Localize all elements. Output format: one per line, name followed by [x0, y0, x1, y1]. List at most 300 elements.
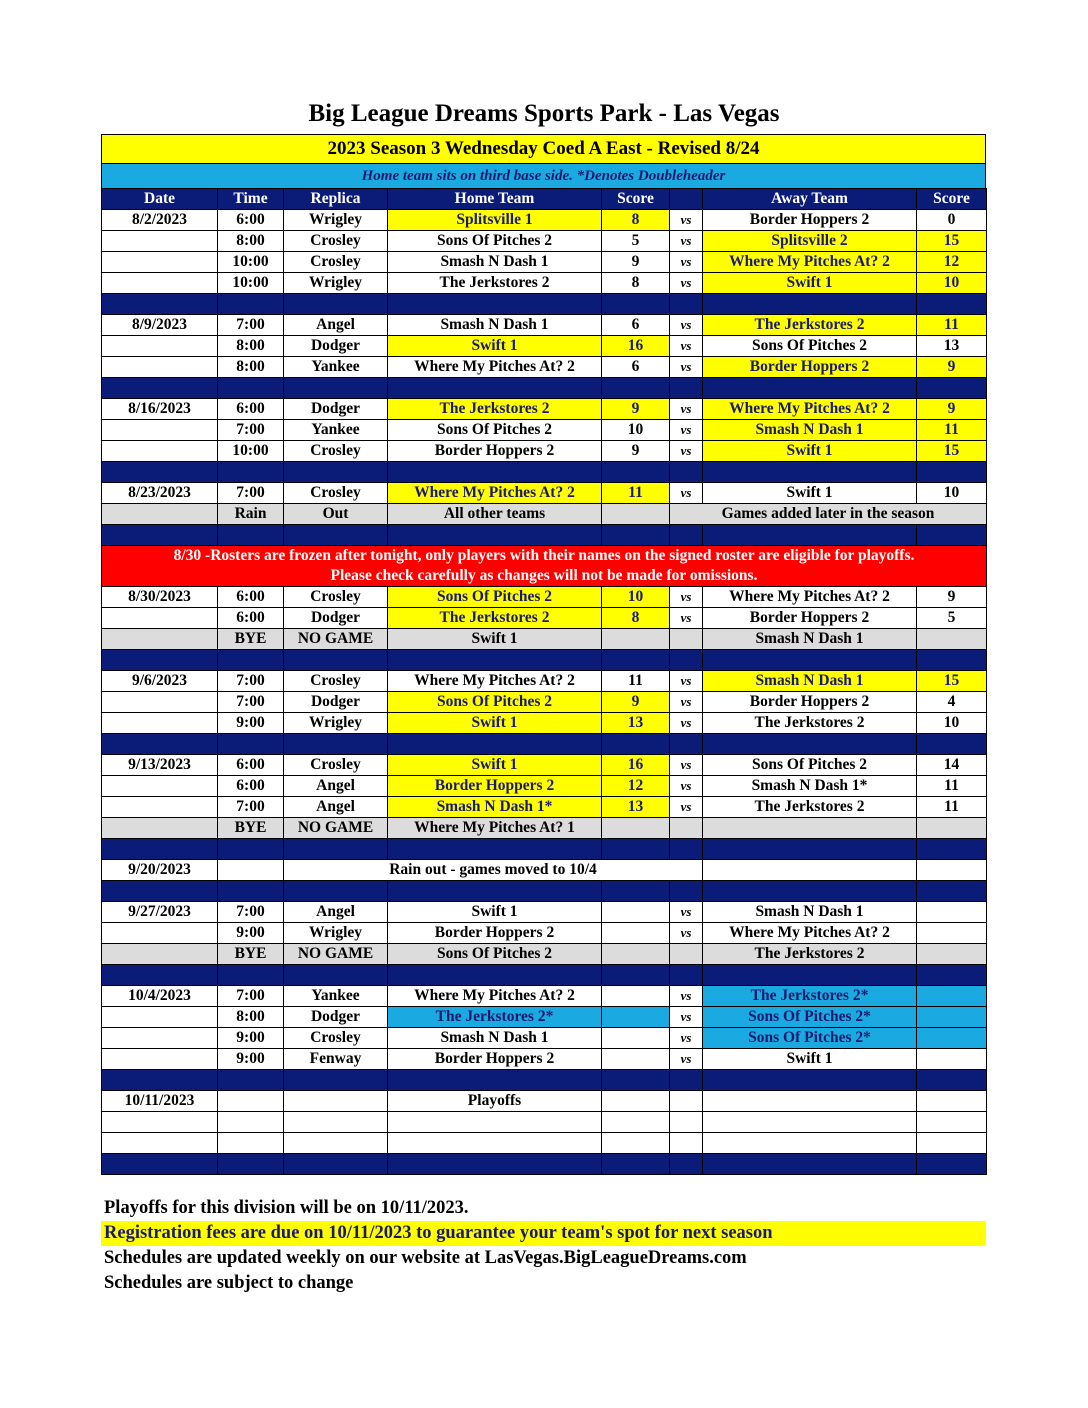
table-row — [102, 1112, 987, 1133]
game-time: 9:00 — [218, 1028, 284, 1049]
separator-cell — [703, 1070, 917, 1091]
week-separator — [102, 734, 987, 755]
away-team: Smash N Dash 1 — [703, 629, 917, 650]
game-time: 7:00 — [218, 797, 284, 818]
game-date — [102, 1049, 218, 1070]
footer-line: Playoffs for this division will be on 10/11/2023. — [104, 1198, 469, 1218]
away-score: 11 — [917, 315, 987, 336]
separator-cell — [670, 1070, 703, 1091]
game-date: 9/20/2023 — [102, 860, 218, 881]
away-team: Smash N Dash 1 — [703, 671, 917, 692]
away-score — [917, 902, 987, 923]
game-time: BYE — [218, 629, 284, 650]
game-time: 8:00 — [218, 357, 284, 378]
separator-cell — [218, 1070, 284, 1091]
home-team: Smash N Dash 1 — [388, 315, 602, 336]
separator-cell — [602, 965, 670, 986]
field-replica: NO GAME — [284, 629, 388, 650]
table-row — [102, 1007, 987, 1028]
game-time: 6:00 — [218, 608, 284, 629]
away-team: Border Hoppers 2 — [703, 357, 917, 378]
game-date — [102, 231, 218, 252]
header-time: Time — [218, 189, 284, 210]
table-row — [102, 923, 987, 944]
separator-cell — [102, 462, 218, 483]
week-separator — [102, 839, 987, 860]
separator-cell — [388, 525, 602, 546]
field-replica: Crosley — [284, 755, 388, 776]
table-row — [102, 713, 987, 734]
vs-label: vs — [670, 336, 703, 357]
separator-cell — [917, 881, 987, 902]
vs-label: vs — [670, 420, 703, 441]
table-row — [102, 1028, 987, 1049]
game-time — [218, 860, 284, 881]
home-team: Swift 1 — [388, 902, 602, 923]
field-replica: NO GAME — [284, 944, 388, 965]
home-score: 6 — [602, 315, 670, 336]
home-score — [602, 902, 670, 923]
separator-cell — [917, 294, 987, 315]
game-time: Rain — [218, 504, 284, 525]
game-date: 8/30/2023 — [102, 587, 218, 608]
separator-cell — [284, 525, 388, 546]
away-score: 12 — [917, 252, 987, 273]
table-row — [102, 902, 987, 923]
home-score: 10 — [602, 420, 670, 441]
separator-cell — [670, 1154, 703, 1175]
away-score — [917, 629, 987, 650]
separator-cell — [670, 378, 703, 399]
separator-cell — [917, 378, 987, 399]
game-time: 7:00 — [218, 483, 284, 504]
home-team: The Jerkstores 2 — [388, 608, 602, 629]
away-team: Border Hoppers 2 — [703, 210, 917, 231]
roster-notice-line: 8/30 -Rosters are frozen after tonight, only players with their names on the signed roster are eligible for playoffs. — [173, 547, 915, 564]
home-team: Where My Pitches At? 2 — [388, 357, 602, 378]
game-time: 6:00 — [218, 210, 284, 231]
week-separator — [102, 525, 987, 546]
separator-cell — [388, 378, 602, 399]
vs-label: vs — [670, 1049, 703, 1070]
schedule-table — [101, 188, 987, 1175]
separator-cell — [284, 1070, 388, 1091]
away-score: 5 — [917, 608, 987, 629]
separator-cell — [602, 650, 670, 671]
separator-cell — [703, 650, 917, 671]
table-row — [102, 1133, 987, 1154]
field-replica: Angel — [284, 315, 388, 336]
week-separator — [102, 650, 987, 671]
game-date — [102, 818, 218, 839]
away-score: 14 — [917, 755, 987, 776]
away-score: 10 — [917, 273, 987, 294]
table-row — [102, 357, 987, 378]
away-score: 9 — [917, 357, 987, 378]
field-replica: Wrigley — [284, 713, 388, 734]
home-team: Sons Of Pitches 2 — [388, 231, 602, 252]
away-team — [703, 1112, 917, 1133]
game-date — [102, 1007, 218, 1028]
away-score: 11 — [917, 797, 987, 818]
separator-cell — [703, 462, 917, 483]
roster-notice — [102, 546, 987, 587]
game-time: 9:00 — [218, 923, 284, 944]
game-date — [102, 441, 218, 462]
home-team — [388, 1112, 602, 1133]
bye-row — [102, 944, 987, 965]
home-team: Smash N Dash 1 — [388, 252, 602, 273]
away-team: Where My Pitches At? 2 — [703, 587, 917, 608]
field-replica: Wrigley — [284, 273, 388, 294]
home-score — [602, 923, 670, 944]
table-row — [102, 692, 987, 713]
away-team: Where My Pitches At? 2 — [703, 923, 917, 944]
away-team: The Jerkstores 2* — [703, 986, 917, 1007]
separator-cell — [218, 734, 284, 755]
separator-cell — [602, 1154, 670, 1175]
away-score — [917, 986, 987, 1007]
home-score: 12 — [602, 776, 670, 797]
table-header-row — [102, 189, 987, 210]
home-team: Swift 1 — [388, 755, 602, 776]
footer-line: Schedules are subject to change — [104, 1273, 354, 1293]
table-row — [102, 210, 987, 231]
home-team: Smash N Dash 1* — [388, 797, 602, 818]
vs-label — [670, 1091, 703, 1112]
separator-cell — [703, 839, 917, 860]
separator-cell — [284, 650, 388, 671]
away-team: Sons Of Pitches 2* — [703, 1028, 917, 1049]
away-score: 15 — [917, 441, 987, 462]
bye-row — [102, 818, 987, 839]
game-date: 9/13/2023 — [102, 755, 218, 776]
separator-cell — [602, 462, 670, 483]
separator-cell — [670, 881, 703, 902]
away-team: The Jerkstores 2 — [703, 713, 917, 734]
roster-notice-text — [102, 546, 987, 587]
table-row — [102, 252, 987, 273]
away-score: 4 — [917, 692, 987, 713]
home-team: Playoffs — [388, 1091, 602, 1112]
header-vs — [670, 189, 703, 210]
separator-cell — [388, 462, 602, 483]
separator-cell — [284, 294, 388, 315]
home-score: 9 — [602, 252, 670, 273]
table-row — [102, 587, 987, 608]
home-score: 13 — [602, 797, 670, 818]
separator-cell — [284, 839, 388, 860]
separator-cell — [102, 881, 218, 902]
away-score: 10 — [917, 713, 987, 734]
field-replica: Wrigley — [284, 210, 388, 231]
footer-line: Registration fees are due on 10/11/2023 to guarantee your team's spot for next season — [101, 1221, 986, 1246]
separator-cell — [284, 1154, 388, 1175]
header-home-score: Score — [602, 189, 670, 210]
separator-cell — [218, 378, 284, 399]
home-team: Swift 1 — [388, 629, 602, 650]
home-score: 8 — [602, 608, 670, 629]
separator-cell — [388, 965, 602, 986]
table-row — [102, 860, 987, 881]
game-date — [102, 1133, 218, 1154]
separator-cell — [102, 965, 218, 986]
vs-label — [670, 629, 703, 650]
home-score: 11 — [602, 671, 670, 692]
game-time: 8:00 — [218, 231, 284, 252]
separator-cell — [284, 734, 388, 755]
home-team: Sons Of Pitches 2 — [388, 944, 602, 965]
separator-cell — [670, 734, 703, 755]
home-team: Sons Of Pitches 2 — [388, 420, 602, 441]
away-score — [917, 818, 987, 839]
week-separator — [102, 294, 987, 315]
game-date — [102, 420, 218, 441]
separator-cell — [602, 294, 670, 315]
separator-cell — [917, 1070, 987, 1091]
separator-cell — [917, 525, 987, 546]
home-team: Where My Pitches At? 2 — [388, 671, 602, 692]
separator-cell — [670, 965, 703, 986]
week-separator — [102, 462, 987, 483]
separator-cell — [218, 1154, 284, 1175]
vs-label: vs — [670, 273, 703, 294]
separator-cell — [917, 839, 987, 860]
game-date: 10/11/2023 — [102, 1091, 218, 1112]
away-score: 9 — [917, 587, 987, 608]
schedule-sheet — [101, 134, 986, 1175]
game-time — [218, 1133, 284, 1154]
game-date: 8/23/2023 — [102, 483, 218, 504]
vs-label: vs — [670, 252, 703, 273]
separator-cell — [670, 525, 703, 546]
game-date — [102, 1028, 218, 1049]
game-date — [102, 608, 218, 629]
table-row — [102, 441, 987, 462]
vs-label: vs — [670, 776, 703, 797]
game-date — [102, 629, 218, 650]
field-replica: Crosley — [284, 483, 388, 504]
vs-label: vs — [670, 1007, 703, 1028]
vs-label: vs — [670, 986, 703, 1007]
field-replica: Yankee — [284, 420, 388, 441]
away-team: Sons Of Pitches 2* — [703, 1007, 917, 1028]
header-replica: Replica — [284, 189, 388, 210]
field-replica: Angel — [284, 776, 388, 797]
separator-cell — [218, 839, 284, 860]
separator-cell — [917, 650, 987, 671]
away-score — [917, 1007, 987, 1028]
separator-cell — [703, 1154, 917, 1175]
separator-cell — [703, 378, 917, 399]
home-score: 13 — [602, 713, 670, 734]
separator-cell — [284, 378, 388, 399]
home-score: 6 — [602, 357, 670, 378]
header-away-score: Score — [917, 189, 987, 210]
away-team: Where My Pitches At? 2 — [703, 399, 917, 420]
game-date: 9/27/2023 — [102, 902, 218, 923]
week-separator — [102, 1154, 987, 1175]
roster-notice-line: Please check carefully as changes will not be made for omissions. — [330, 567, 758, 584]
game-time: 9:00 — [218, 713, 284, 734]
separator-cell — [670, 294, 703, 315]
field-replica: Crosley — [284, 587, 388, 608]
vs-label: vs — [670, 902, 703, 923]
game-date — [102, 336, 218, 357]
separator-cell — [102, 1070, 218, 1091]
field-replica: Crosley — [284, 1028, 388, 1049]
field-replica: Out — [284, 504, 388, 525]
separator-cell — [917, 965, 987, 986]
home-score: 9 — [602, 692, 670, 713]
game-time: 7:00 — [218, 692, 284, 713]
separator-cell — [218, 965, 284, 986]
away-team: The Jerkstores 2 — [703, 315, 917, 336]
away-team: Smash N Dash 1 — [703, 902, 917, 923]
field-replica: Yankee — [284, 357, 388, 378]
away-score: 11 — [917, 776, 987, 797]
away-score: 0 — [917, 210, 987, 231]
field-replica: Dodger — [284, 1007, 388, 1028]
home-score: 9 — [602, 399, 670, 420]
away-team: Sons Of Pitches 2 — [703, 336, 917, 357]
game-time: 6:00 — [218, 399, 284, 420]
separator-cell — [218, 525, 284, 546]
separator-cell — [102, 734, 218, 755]
header-date: Date — [102, 189, 218, 210]
game-date: 8/16/2023 — [102, 399, 218, 420]
game-time: 7:00 — [218, 671, 284, 692]
home-score — [602, 504, 670, 525]
home-team: Border Hoppers 2 — [388, 1049, 602, 1070]
away-team: Swift 1 — [703, 273, 917, 294]
separator-cell — [218, 650, 284, 671]
home-score: 9 — [602, 441, 670, 462]
game-time — [218, 1112, 284, 1133]
vs-label — [670, 1112, 703, 1133]
home-team: Border Hoppers 2 — [388, 441, 602, 462]
field-replica: Crosley — [284, 231, 388, 252]
away-score: 13 — [917, 336, 987, 357]
field-replica: Dodger — [284, 608, 388, 629]
home-team: Smash N Dash 1 — [388, 1028, 602, 1049]
home-score — [602, 986, 670, 1007]
vs-label: vs — [670, 608, 703, 629]
separator-cell — [388, 1154, 602, 1175]
game-date — [102, 776, 218, 797]
away-team: Border Hoppers 2 — [703, 608, 917, 629]
page-title: Big League Dreams Sports Park - Las Vegas — [308, 100, 780, 127]
table-row — [102, 231, 987, 252]
home-score — [602, 1112, 670, 1133]
away-team: Sons Of Pitches 2 — [703, 755, 917, 776]
vs-label: vs — [670, 713, 703, 734]
away-score — [917, 944, 987, 965]
away-team: Smash N Dash 1* — [703, 776, 917, 797]
separator-cell — [102, 378, 218, 399]
game-time: BYE — [218, 818, 284, 839]
away-team: Where My Pitches At? 2 — [703, 252, 917, 273]
separator-cell — [703, 965, 917, 986]
home-team: Swift 1 — [388, 336, 602, 357]
away-score — [917, 923, 987, 944]
game-date — [102, 944, 218, 965]
home-score — [602, 944, 670, 965]
vs-label: vs — [670, 315, 703, 336]
home-team: Splitsville 1 — [388, 210, 602, 231]
game-date: 8/2/2023 — [102, 210, 218, 231]
vs-label — [670, 944, 703, 965]
vs-label: vs — [670, 210, 703, 231]
field-replica: Dodger — [284, 336, 388, 357]
field-replica — [284, 1133, 388, 1154]
table-row — [102, 755, 987, 776]
vs-label: vs — [670, 231, 703, 252]
table-row — [102, 671, 987, 692]
home-score — [602, 818, 670, 839]
separator-cell — [388, 1070, 602, 1091]
table-row — [102, 399, 987, 420]
separator-cell — [602, 734, 670, 755]
home-score: 8 — [602, 273, 670, 294]
separator-cell — [917, 1154, 987, 1175]
home-team: The Jerkstores 2 — [388, 399, 602, 420]
table-row — [102, 986, 987, 1007]
separator-cell — [218, 294, 284, 315]
game-time: 10:00 — [218, 441, 284, 462]
away-team: Games added later in the season — [670, 504, 987, 525]
game-date — [102, 252, 218, 273]
separator-cell — [102, 294, 218, 315]
away-team: Swift 1 — [703, 483, 917, 504]
week-separator — [102, 965, 987, 986]
header-home-team: Home Team — [388, 189, 602, 210]
table-row — [102, 483, 987, 504]
separator-cell — [284, 965, 388, 986]
separator-cell — [218, 881, 284, 902]
game-time: 9:00 — [218, 1049, 284, 1070]
home-score — [602, 1133, 670, 1154]
vs-label: vs — [670, 441, 703, 462]
field-replica — [284, 1091, 388, 1112]
away-score: 9 — [917, 399, 987, 420]
bye-row — [102, 629, 987, 650]
separator-cell — [670, 650, 703, 671]
separator-cell — [102, 650, 218, 671]
away-team: The Jerkstores 2 — [703, 797, 917, 818]
vs-label: vs — [670, 483, 703, 504]
away-score — [917, 1049, 987, 1070]
vs-label — [670, 818, 703, 839]
home-team: Sons Of Pitches 2 — [388, 587, 602, 608]
table-row — [102, 420, 987, 441]
away-team: Splitsville 2 — [703, 231, 917, 252]
home-score: 8 — [602, 210, 670, 231]
separator-cell — [917, 462, 987, 483]
vs-label: vs — [670, 1028, 703, 1049]
rainout-note: Rain out - games moved to 10/4 — [284, 860, 703, 881]
separator-cell — [388, 294, 602, 315]
separator-cell — [917, 734, 987, 755]
home-team: Where My Pitches At? 2 — [388, 483, 602, 504]
field-replica: Angel — [284, 797, 388, 818]
game-time: BYE — [218, 944, 284, 965]
table-row — [102, 776, 987, 797]
game-time: 8:00 — [218, 336, 284, 357]
field-replica: Crosley — [284, 252, 388, 273]
home-score: 16 — [602, 755, 670, 776]
separator-cell — [102, 525, 218, 546]
